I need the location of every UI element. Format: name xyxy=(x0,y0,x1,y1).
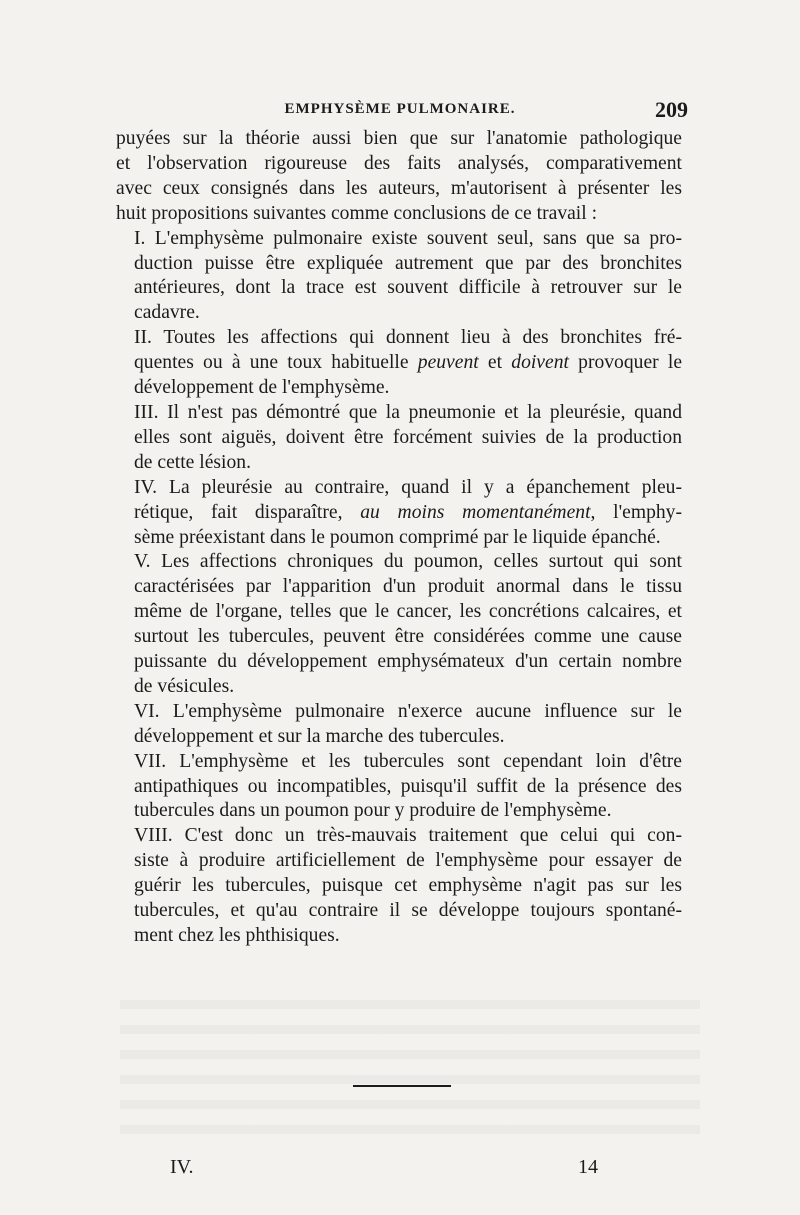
body-text xyxy=(116,127,682,949)
text-line: I. L'emphysème pulmonaire existe souvent seul, sans que sa pro- xyxy=(134,227,682,249)
text-line: guérir les tubercules, puisque cet emphysème n'agit pas sur les xyxy=(134,875,682,897)
text-line: elles sont aiguës, doivent être forcément suivies de la production xyxy=(134,426,682,448)
text-line: tubercules dans un poumon pour y produire de l'emphysème. xyxy=(134,800,612,822)
text-line: avec ceux consignés dans les auteurs, m'autorisent à présenter les xyxy=(116,177,682,199)
paragraph-prop-3 xyxy=(116,401,682,476)
text-line: VIII. C'est donc un très-mauvais traitement que celui qui con- xyxy=(134,825,682,847)
text-line: et l'observation rigoureuse des faits analysés, comparativement xyxy=(116,152,682,174)
text-line: caractérisées par l'apparition d'un produit anormal dans le tissu xyxy=(134,576,682,598)
show-through-texture xyxy=(120,1000,700,1140)
text-line: siste à produire artificiellement de l'emphysème pour essayer de xyxy=(134,850,682,872)
signature-mark: IV. xyxy=(170,1156,194,1178)
text-line: sème préexistant dans le poumon comprimé par le liquide épanché. xyxy=(134,526,661,548)
paragraph-prop-6 xyxy=(116,700,682,750)
paragraph-prop-5 xyxy=(116,550,682,699)
text-line: VI. L'emphysème pulmonaire n'exerce aucune influence sur le xyxy=(134,700,682,722)
paragraph-prop-1 xyxy=(116,227,682,327)
text-line: cadavre. xyxy=(134,302,200,324)
paragraph-prop-8 xyxy=(116,824,682,949)
page-footer xyxy=(170,1156,598,1182)
paragraph-intro xyxy=(116,127,682,227)
text-line: rétique, fait disparaître, au moins momentanément, l'emphy- xyxy=(134,501,682,523)
text-line: quentes ou à une toux habituelle peuvent et doivent provoquer le xyxy=(134,352,683,374)
text-line: II. Toutes les affections qui donnent lieu à des bronchites fré- xyxy=(134,327,682,349)
text-line: de vésicules. xyxy=(134,675,235,697)
text-line: antérieures, dont la trace est souvent difficile à retrouver sur le xyxy=(134,277,682,299)
italic-text: doivent xyxy=(511,352,569,374)
text-line: développement de l'emphysème. xyxy=(134,377,390,399)
text-line: développement et sur la marche des tubercules. xyxy=(134,725,505,747)
text-line: IV. La pleurésie au contraire, quand il y a épanchement pleu- xyxy=(134,476,682,498)
text-line: puyées sur la théorie aussi bien que sur l'anatomie pathologique xyxy=(116,128,682,149)
running-title: EMPHYSÈME PULMONAIRE. xyxy=(284,101,516,117)
page-number: 209 xyxy=(655,97,688,122)
text-line: duction puisse être expliquée autrement que par des bronchites xyxy=(134,252,682,274)
text-line: huit propositions suivantes comme conclusions de ce travail : xyxy=(116,202,598,224)
text-line: antipathiques ou incompatibles, puisqu'il suffit de la présence des xyxy=(134,775,682,797)
text-line: de cette lésion. xyxy=(134,451,251,473)
text-line: surtout les tubercules, peuvent être considérées comme une cause xyxy=(134,626,682,648)
text-line: III. Il n'est pas démontré que la pneumonie et la pleurésie, quand xyxy=(134,401,682,423)
running-head xyxy=(112,97,688,121)
text-line: VII. L'emphysème et les tubercules sont cependant loin d'être xyxy=(134,750,682,772)
italic-text: au moins momentanément xyxy=(360,501,591,523)
closing-rule xyxy=(353,1085,451,1087)
text-line: V. Les affections chroniques du poumon, celles surtout qui sont xyxy=(134,551,682,573)
paragraph-prop-2 xyxy=(116,326,682,401)
paragraph-prop-4 xyxy=(116,476,682,551)
text-line: puissante du développement emphysémateux d'un certain nombre xyxy=(134,651,682,673)
sheet-number: 14 xyxy=(578,1156,598,1178)
text-line: ment chez les phthisiques. xyxy=(134,925,340,946)
paragraph-prop-7 xyxy=(116,750,682,825)
italic-text: peuvent xyxy=(417,352,479,374)
text-line: tubercules, et qu'au contraire il se développe toujours spontané- xyxy=(134,900,682,922)
text-line: même de l'organe, telles que le cancer, les concrétions calcaires, et xyxy=(134,601,682,623)
